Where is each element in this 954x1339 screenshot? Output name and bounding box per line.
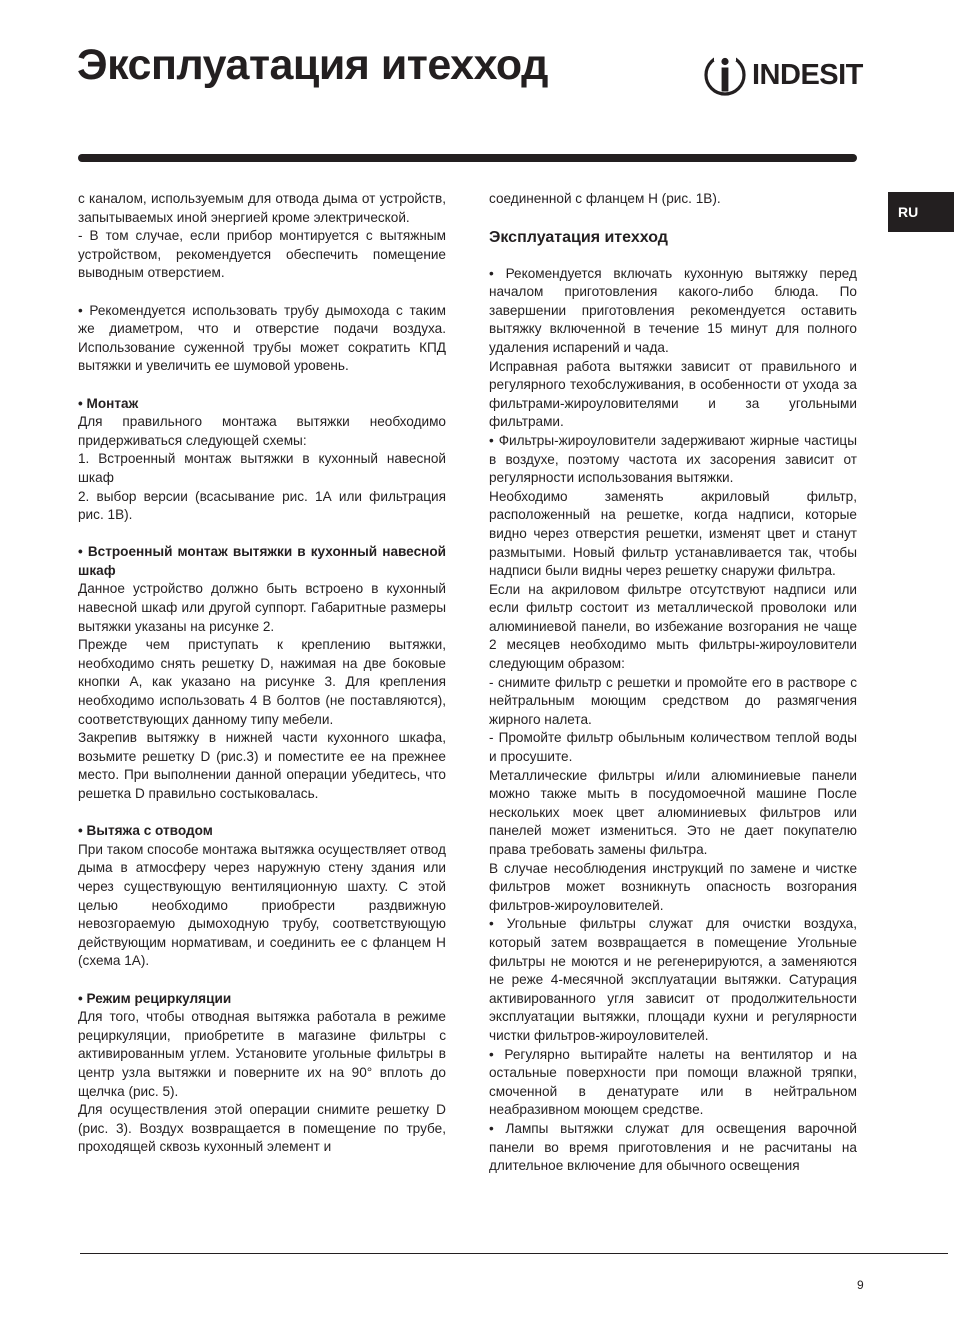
paragraph: 1. Встроенный монтаж вытяжки в кухонный навесной шкаф xyxy=(78,451,446,485)
subheading-mounting: • Монтаж xyxy=(78,395,139,411)
paragraph: • Рекомендуется включать кухонную вытяжку перед началом приготовления какого-либо блюда. По завершении приготовления рекомендуется оставить вытяжку включенной в течение 15 минут для полного удаления испарений и чада. xyxy=(489,265,857,355)
paragraph: - снимите фильтр с решетки и промойте его в растворе с нейтральным моющим средством до размягчения жирного налета. xyxy=(489,674,857,727)
subheading-built-in: • Встроенный монтаж вытяжки в кухонный навесной шкаф xyxy=(78,544,446,578)
right-column xyxy=(489,190,857,1176)
paragraph: • Угольные фильтры служат для очистки воздуха, который затем возвращается в помещение Угольные фильтры не моются и не регенерируются, а заменяются не реже 4-месячной эксплуатации вытяжки. Сатурация активированного угля зависит от продолжительности эксплуатации вытяжки, площади кухни и регулярности чистки фильтров-жироуловителей. xyxy=(489,916,857,1043)
paragraph: Закрепив вытяжку в нижней части кухонного шкафа, возьмите решетку D (рис.3) и поместите ее на прежнее место. При выполнении данной операции убедитесь, что решетка D правильно состыковалась. xyxy=(78,730,446,801)
indesit-logo-icon xyxy=(704,52,746,98)
header-divider xyxy=(78,154,857,162)
paragraph: Исправная работа вытяжки зависит от правильного и регулярного техобслуживания, в особенности от ухода за фильтрами-жироуловителями и за угольными фильтрами. xyxy=(489,358,857,430)
brand-logo xyxy=(704,52,869,98)
paragraph: Для правильного монтажа вытяжки необходимо придерживаться следующей схемы: xyxy=(78,414,446,448)
paragraph: - В том случае, если прибор монтируется с вытяжным устройством, рекомендуется обеспечить помещение выводным отверстием. xyxy=(78,228,446,281)
paragraph: соединенной с фланцем Н (рис. 1В). xyxy=(489,191,721,206)
paragraph: Если на акриловом фильтре отсутствуют надписи или если фильтр состоит из металлической проволоки или алюминиевой панели, во избежание возгорания не чаще 2 месяцев необходимо мыть фильтры-жироуловители следующим образом: xyxy=(489,581,857,672)
paragraph: Для того, чтобы отводная вытяжка работала в режиме рециркуляции, приобретите в магазине фильтры с активированным углем. Установите угольные фильтры в центр узла вытяжки и поверните их на 90° вплоть до щелчка (рис. 5). xyxy=(78,1009,446,1099)
paragraph: • Рекомендуется использовать трубу дымохода с таким же диаметром, что и отверстие подачи воздуха. Использование суженной трубы может сократить КПД вытяжки и увеличить ее шумовой уровень. xyxy=(78,302,446,374)
paragraph: 2. выбор версии (всасывание рис. 1А или фильтрация рис. 1В). xyxy=(78,488,446,523)
paragraph: Прежде чем приступать к креплению вытяжки, необходимо снять решетку D, нажимая на две боковые кнопки А, как указано на рисунке 3. Для крепления необходимо использовать 4 В болтов (не поставляются), соответствующих данному типу мебели. xyxy=(78,637,446,727)
paragraph: Металлические фильтры и/или алюминиевые панели можно также мыть в посудомоечной машине После нескольких моек цвет алюминиевых фильтров или панелей может измениться. Это не дает покупателю права требовать замены фильтра. xyxy=(489,767,857,857)
paragraph: с каналом, используемым для отвода дыма от устройств, запытываемых иной энергией кроме электрической. xyxy=(78,191,446,225)
language-tab: RU xyxy=(888,192,954,232)
page-number: 9 xyxy=(857,1278,864,1292)
brand-wordmark: INDESIT xyxy=(752,58,863,91)
paragraph: Данное устройство должно быть встроено в кухонный навесной шкаф или другой суппорт. Габаритные размеры вытяжки указаны на рисунке 2. xyxy=(78,581,446,634)
paragraph: • Лампы вытяжки служат для освещения варочной панели во время приготовления и не расчитаны на длительное включение для обычного освещения xyxy=(489,1120,857,1174)
paragraph: Необходимо заменять акриловый фильтр, расположенный на решетке, когда надписи, которые видно через отверстия решетки, изменят цвет и станут размытыми. Новый фильтр устанавливается так, чтобы надписи были видны через решетку снаружи фильтра. xyxy=(489,488,857,579)
page-title: Эксплуатация итехход xyxy=(77,41,548,89)
paragraph: • Регулярно вытирайте налеты на вентилятор и на остальные поверхности при помощи влажной тряпки, смоченной в денатурате или в нейтральном неабразивном моющем средстве. xyxy=(489,1046,857,1118)
paragraph: - Промойте фильтр обыльным количеством теплой воды и просушите. xyxy=(489,730,857,765)
paragraph: При таком способе монтажа вытяжка осуществляет отвод дыма в атмосферу через наружную стену здания или через существующую вентиляционную шахту. С этой целью необходимо приобрести раздвижную невозгораемую дымоходную трубу, соответствующую действующим нормативам, и соединить ее с фланцем Н (схема 1А). xyxy=(78,841,446,969)
footer-divider xyxy=(80,1253,948,1254)
section-title: Эксплуатация итехход xyxy=(489,228,668,246)
paragraph: • Фильтры-жироуловители задерживают жирные частицы в воздухе, поэтому частота их засорения зависит от регулярности использования вытяжки. xyxy=(489,432,857,486)
paragraph: В случае несоблюдения инструкций по замене и чистке фильтров может возникнуть опасность возгорания фильтров-жироуловителей. xyxy=(489,860,857,913)
subheading-recirculation: • Режим рециркуляции xyxy=(78,990,232,1006)
subheading-exhaust: • Вытяжа с отводом xyxy=(78,823,213,839)
paragraph: Для осуществления этой операции снимите решетку D (рис. 3). Воздух возвращается в помещение по трубе, проходящей сквозь кухонный элемент и xyxy=(78,1102,446,1155)
left-column xyxy=(78,190,446,1157)
